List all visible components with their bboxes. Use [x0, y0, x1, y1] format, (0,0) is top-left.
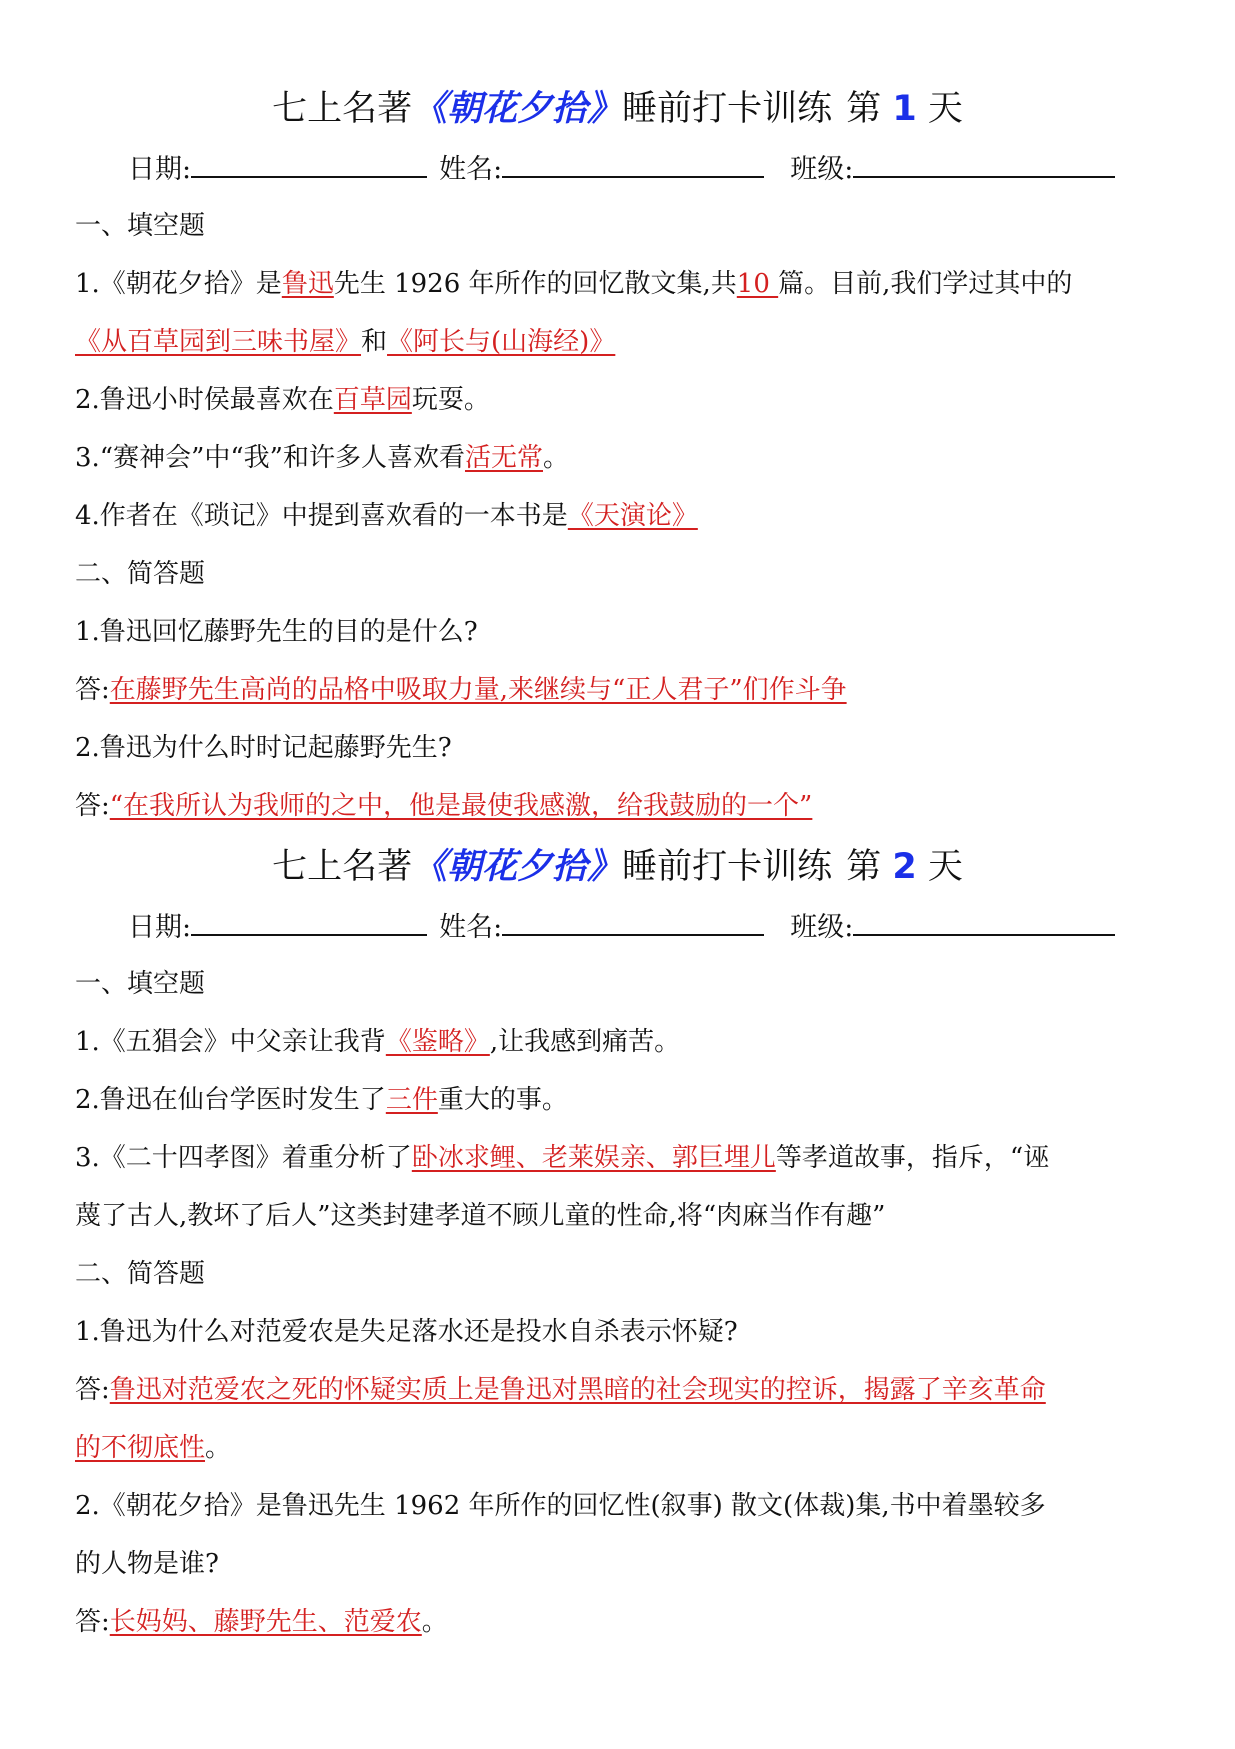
q-text: 。 — [543, 443, 570, 473]
name-field[interactable] — [502, 148, 764, 178]
date-field[interactable] — [191, 148, 427, 178]
q-text: 重大的事。 — [437, 1085, 568, 1115]
answer: 《从百草园到三味书屋》 — [75, 327, 362, 357]
q-text: 篇。目前,我们学过其中的 — [778, 269, 1073, 299]
answer-label: 答: — [75, 675, 110, 705]
day2-s2-question-line2: 的人物是谁? — [75, 1549, 219, 1579]
class-field[interactable] — [853, 148, 1115, 178]
answer-label: 答: — [75, 1375, 110, 1405]
q-text: 。 — [421, 1607, 448, 1637]
title-book: 《朝花夕拾》 — [412, 847, 623, 887]
answer: 活无常 — [464, 443, 543, 473]
title-prefix: 七上名著 — [272, 89, 413, 129]
q-text: 1.《朝花夕拾》是 — [75, 269, 282, 299]
name-label: 姓名: — [439, 912, 503, 943]
answer: “在我所认为我师的之中，他是最使我感激，给我鼓励的一个” — [109, 791, 813, 821]
q-text: 2.鲁迅在仙台学医时发生了 — [75, 1085, 386, 1115]
answer: 卧冰求鲤、老莱娱亲、郭巨埋儿 — [411, 1143, 776, 1173]
answer-label: 答: — [75, 791, 110, 821]
day2-q1 — [75, 1022, 1165, 1062]
q-text: 。 — [205, 1433, 232, 1463]
day2-section-fill: 一、填空题 — [75, 969, 206, 999]
title-day-pre: 第 — [846, 847, 882, 887]
title-suffix: 睡前打卡训练 — [622, 89, 833, 129]
title-suffix: 睡前打卡训练 — [622, 847, 833, 887]
title-day-num: 2 — [892, 847, 917, 887]
q-text: 4.作者在《琐记》中提到喜欢看的一本书是 — [75, 501, 568, 531]
answer: 《阿长与(山海经)》 — [387, 327, 616, 357]
q-text: 3.“赛神会”中“我”和许多人喜欢看 — [75, 443, 465, 473]
answer: 鲁迅对范爱农之死的怀疑实质上是鲁迅对黑暗的社会现实的控诉，揭露了辛亥革命 — [109, 1375, 1046, 1405]
q-text: 等孝道故事，指斥，“诬 — [775, 1143, 1050, 1173]
class-label: 班级: — [790, 154, 854, 185]
q-text: 玩耍。 — [411, 385, 490, 415]
day2-info-row — [128, 906, 1127, 948]
title-prefix: 七上名著 — [272, 847, 413, 887]
day1-q1-line2 — [75, 322, 1165, 362]
day2-s1-question: 1.鲁迅为什么对范爱农是失足落水还是投水自杀表示怀疑? — [75, 1317, 738, 1347]
answer: 《天演论》 — [567, 501, 698, 531]
title-day-post: 天 — [927, 847, 963, 887]
answer: 长妈妈、藤野先生、范爱农 — [109, 1607, 422, 1637]
answer: 鲁迅 — [281, 269, 334, 299]
day1-info-row — [128, 148, 1127, 190]
day1-q2 — [75, 380, 1165, 420]
name-field[interactable] — [502, 906, 764, 936]
day2-q2 — [75, 1080, 1165, 1120]
day2-s2-answer — [75, 1602, 1165, 1642]
q-text: 和 — [361, 327, 388, 357]
day1-s1-question: 1.鲁迅回忆藤野先生的目的是什么? — [75, 617, 478, 647]
q-text: 2.鲁迅小时侯最喜欢在 — [75, 385, 334, 415]
answer: 三件 — [385, 1085, 438, 1115]
title-day-post: 天 — [927, 89, 963, 129]
day2-s1-answer-line2 — [75, 1428, 1165, 1468]
day2-q3-line2: 蔑了古人,教坏了后人”这类封建孝道不顾儿童的性命,将“肉麻当作有趣” — [75, 1201, 886, 1231]
answer: 的不彻底性 — [75, 1433, 206, 1463]
class-field[interactable] — [853, 906, 1115, 936]
day1-section-short: 二、简答题 — [75, 559, 206, 589]
day1-section-fill: 一、填空题 — [75, 211, 206, 241]
q-text: 1.《五猖会》中父亲让我背 — [75, 1027, 386, 1057]
q-text: 3.《二十四孝图》着重分析了 — [75, 1143, 412, 1173]
answer: 《鉴略》 — [385, 1027, 490, 1057]
day2-title — [0, 842, 1235, 892]
day1-q1-line1 — [75, 264, 1165, 304]
day1-title — [0, 84, 1235, 134]
answer: 百草园 — [333, 385, 412, 415]
title-day-pre: 第 — [846, 89, 882, 129]
day1-s2-question: 2.鲁迅为什么时时记起藤野先生? — [75, 733, 452, 763]
day2-s1-answer-line1 — [75, 1370, 1165, 1410]
date-label: 日期: — [128, 912, 192, 943]
q-text: ,让我感到痛苦。 — [489, 1027, 681, 1057]
answer-label: 答: — [75, 1607, 110, 1637]
class-label: 班级: — [790, 912, 854, 943]
day2-s2-question-line1: 2.《朝花夕拾》是鲁迅先生 1962 年所作的回忆性(叙事) 散文(体裁)集,书中着墨较多 — [75, 1491, 1046, 1521]
day1-s1-answer — [75, 670, 1165, 710]
name-label: 姓名: — [439, 154, 503, 185]
q-text: 先生 1926 年所作的回忆散文集,共 — [333, 269, 737, 299]
title-day-num: 1 — [892, 89, 917, 129]
answer: 在藤野先生高尚的品格中吸取力量,来继续与“正人君子”们作斗争 — [109, 675, 847, 705]
day2-section-short: 二、简答题 — [75, 1259, 206, 1289]
title-book: 《朝花夕拾》 — [412, 89, 623, 129]
day1-q4 — [75, 496, 1165, 536]
date-label: 日期: — [128, 154, 192, 185]
day1-q3 — [75, 438, 1165, 478]
answer: 10 — [736, 269, 779, 299]
day1-s2-answer — [75, 786, 1165, 826]
day2-q3-line1 — [75, 1138, 1165, 1178]
date-field[interactable] — [191, 906, 427, 936]
